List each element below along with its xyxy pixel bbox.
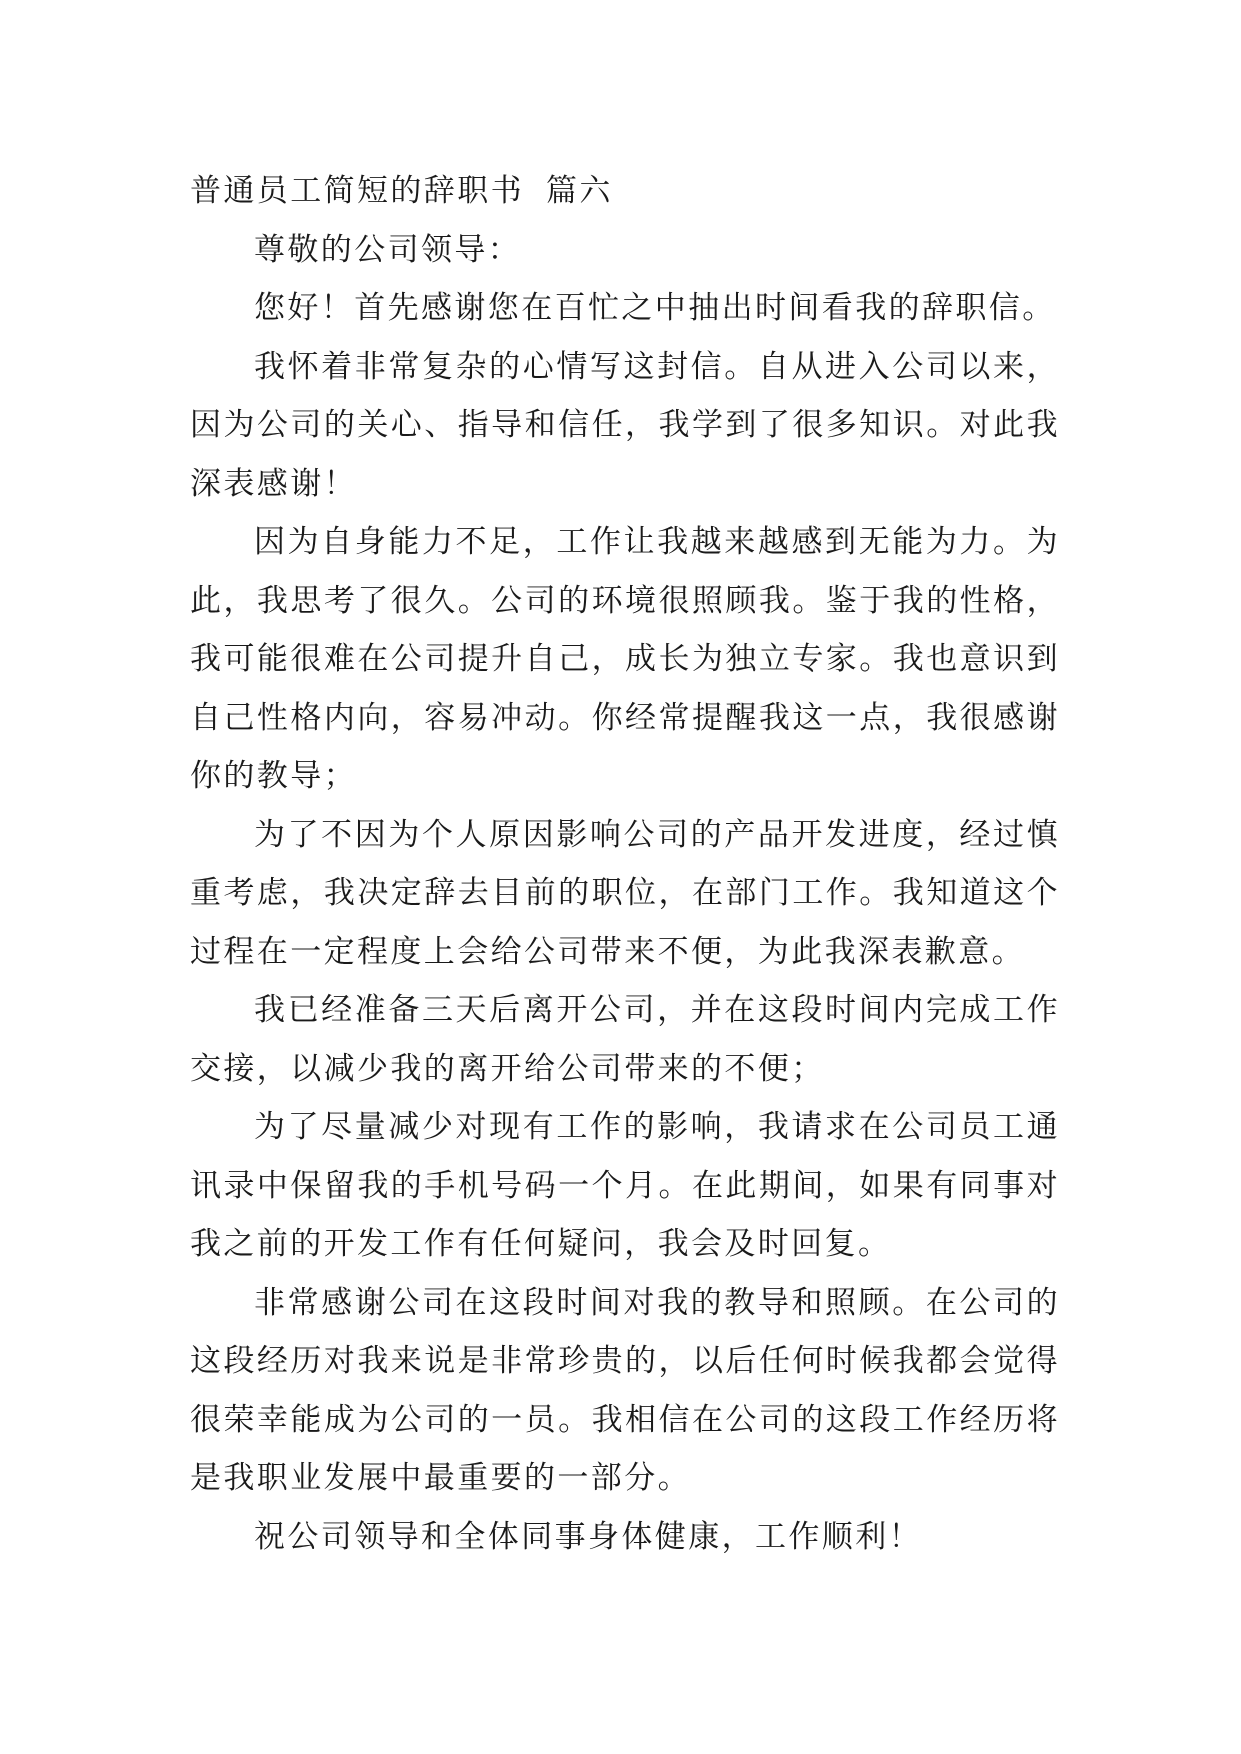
paragraph-contact: 为了尽量减少对现有工作的影响，我请求在公司员工通讯录中保留我的手机号码一个月。在此期间，如果有同事对我之前的开发工作有任何疑问，我会及时回复。 (190, 1109, 1060, 1262)
title-section: 篇六 (546, 173, 613, 209)
paragraph-closing: 祝公司领导和全体同事身体健康，工作顺利！ (254, 1518, 922, 1555)
salutation: 尊敬的公司领导： (254, 231, 522, 268)
paragraph-decision: 为了不因为个人原因影响公司的产品开发进度，经过慎重考虑，我决定辞去目前的职位，在部门工作。我知道这个过程在一定程度上会给公司带来不便，为此我深表歉意。 (190, 816, 1060, 970)
paragraph-handover: 我已经准备三天后离开公司，并在这段时间内完成工作交接，以减少我的离开给公司带来的不便； (190, 992, 1060, 1087)
letter-body (190, 162, 1060, 1566)
title-main: 普通员工简短的辞职书 (190, 173, 524, 209)
paragraph-reason: 因为自身能力不足，工作让我越来越感到无能为力。为此，我思考了很久。公司的环境很照顾我。鉴于我的性格，我可能很难在公司提升自己，成长为独立专家。我也意识到自己性格内向，容易冲动。你经常提醒我这一点，我很感谢你的教导； (190, 524, 1060, 794)
page-title (190, 162, 1060, 221)
paragraph-gratitude: 我怀着非常复杂的心情写这封信。自从进入公司以来，因为公司的关心、指导和信任，我学到了很多知识。对此我深表感谢！ (190, 348, 1060, 502)
paragraph-thanks: 非常感谢公司在这段时间对我的教导和照顾。在公司的这段经历对我来说是非常珍贵的，以后任何时候我都会觉得很荣幸能成为公司的一员。我相信在公司的这段工作经历将是我职业发展中最重要的一部分。 (190, 1284, 1060, 1496)
paragraph-greeting: 您好！首先感谢您在百忙之中抽出时间看我的辞职信。 (254, 290, 1056, 326)
